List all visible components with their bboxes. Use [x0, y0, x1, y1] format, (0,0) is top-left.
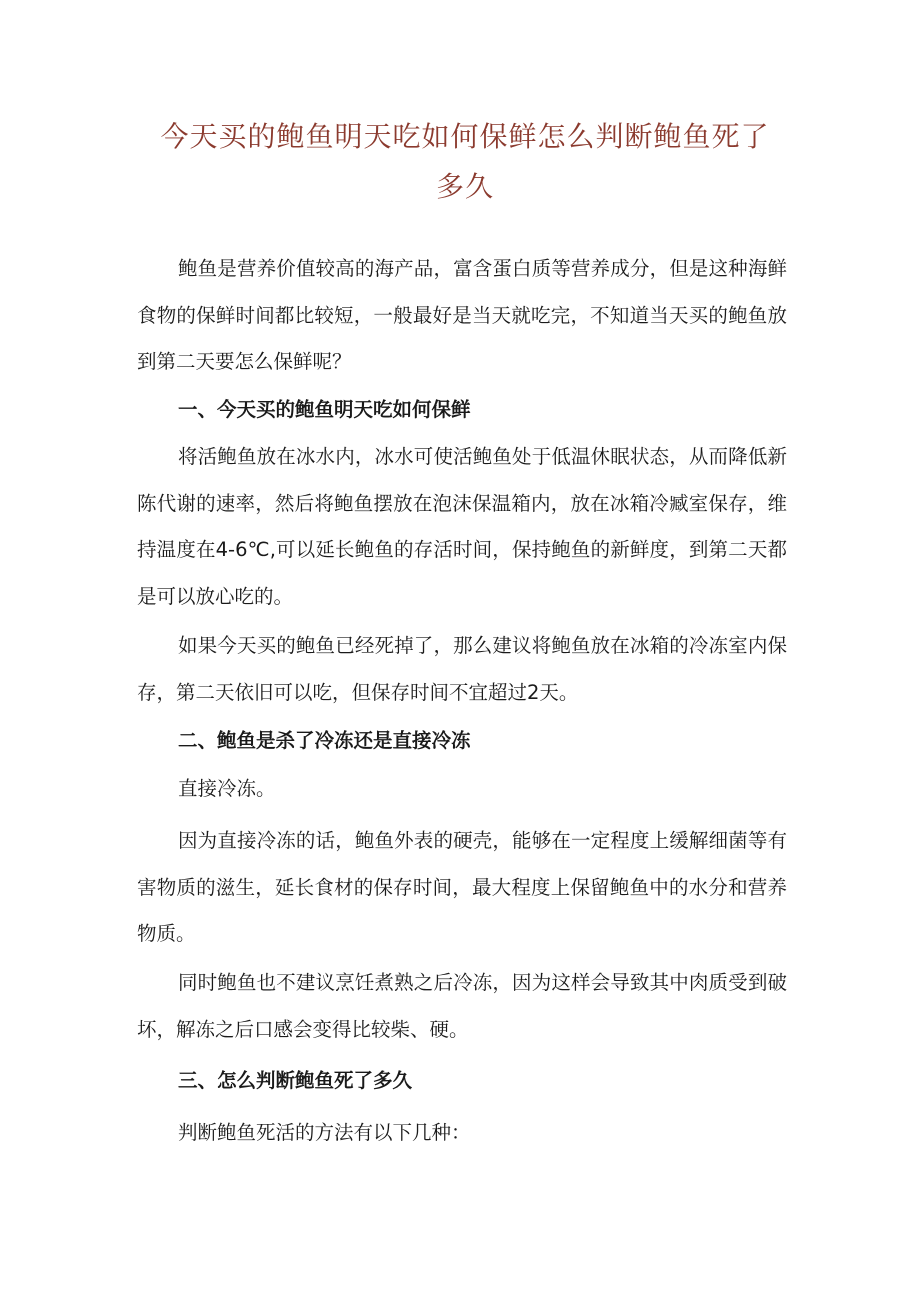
section2-paragraph-3: 同时鲍鱼也不建议烹饪煮熟之后冷冻，因为这样会导致其中肉质受到破坏，解冻之后口感会变得比较柴、硬。 [137, 971, 787, 1041]
section3-paragraph-1: 判断鲍鱼死活的方法有以下几种： [178, 1121, 471, 1144]
section1-heading: 一、今天买的鲍鱼明天吃如何保鲜 [178, 398, 471, 421]
section1-paragraph-2: 如果今天买的鲍鱼已经死掉了，那么建议将鲍鱼放在冰箱的冷冻室内保存，第二天依旧可以吃，但保存时间不宜超过2天。 [137, 634, 787, 704]
section1-paragraph-1: 将活鲍鱼放在冰水内，冰水可使活鲍鱼处于低温休眠状态，从而降低新陈代谢的速率，然后将鲍鱼摆放在泡沫保温箱内，放在冰箱冷臧室保存，维持温度在4-6℃,可以延长鲍鱼的存活时间，保持鲍鱼的新鲜度，到第二天都是可以放心吃的。 [137, 445, 787, 608]
section3-heading: 三、怎么判断鲍鱼死了多久 [178, 1069, 413, 1092]
section2-paragraph-1: 直接冷冻。 [178, 777, 276, 800]
document-title: 今天买的鲍鱼明天吃如何保鲜怎么判断鲍鱼死了多久 [160, 120, 770, 203]
section2-paragraph-2: 因为直接冷冻的话，鲍鱼外表的硬壳，能够在一定程度上缓解细菌等有害物质的滋生，延长食材的保存时间，最大程度上保留鲍鱼中的水分和营养物质。 [137, 829, 787, 945]
intro-paragraph: 鲍鱼是营养价值较高的海产品，富含蛋白质等营养成分，但是这种海鲜食物的保鲜时间都比较短，一般最好是当天就吃完，不知道当天买的鲍鱼放到第二天要怎么保鲜呢？ [137, 257, 787, 373]
section2-heading: 二、鲍鱼是杀了冷冻还是直接冷冻 [178, 729, 471, 752]
